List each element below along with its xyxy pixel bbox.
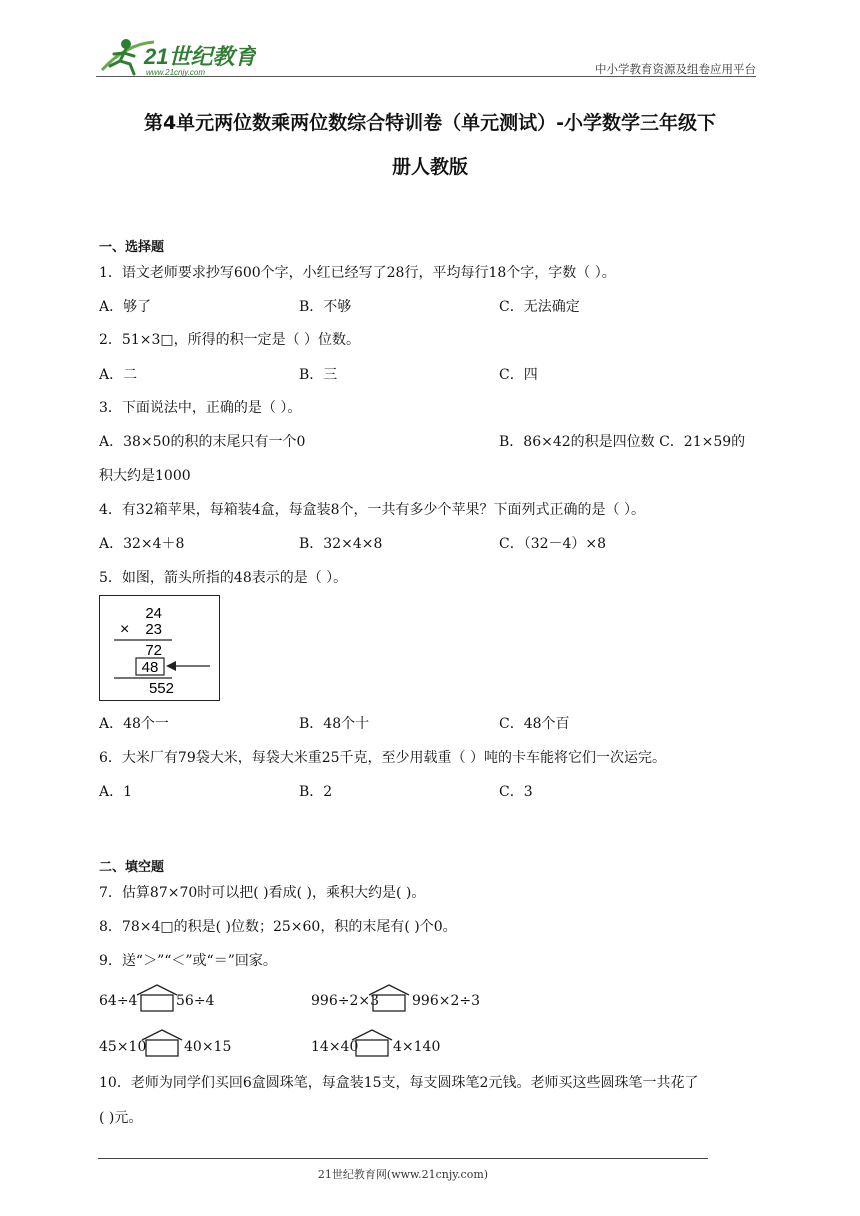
q6-option-c[interactable]: C．3 [499,784,533,800]
q9-row2-left-compare: 40×15 [184,1039,232,1055]
q9-row1-right-expr: 996÷2×3 [311,993,379,1009]
q4-option-c[interactable]: C．（32－4）×8 [499,536,607,552]
footer-divider [98,1158,708,1159]
q9-row2-right-expr: 14×40 [311,1039,359,1055]
q9-row1-left-expr: 64÷4 [99,993,138,1009]
multiplier: 23 [145,621,162,638]
page-title-line2: 册人教版 [391,156,468,178]
q1-option-b[interactable]: B．不够 [299,299,352,315]
q1-option-a[interactable]: A．够了 [99,299,152,315]
question-7-stem: 7．估算87×70时可以把( )看成( )，乘积大约是( )。 [99,885,426,901]
question-3-stem: 3．下面说法中，正确的是（ ）。 [99,400,302,416]
multiplicand: 24 [145,605,162,622]
question-4-stem: 4．有32箱苹果，每箱装4盒，每盒装8个，一共有多少个苹果？下面列式正确的是（ ）。 [99,502,645,518]
q5-option-b[interactable]: B．48个十 [299,716,370,732]
house-answer-icon[interactable] [367,983,411,1013]
question-6-stem: 6．大米厂有79袋大米，每袋大米重25千克，至少用载重（ ）吨的卡车能将它们一次运完。 [99,750,666,766]
section-heading-fill: 二、填空题 [99,860,165,875]
final-product: 552 [148,680,174,697]
q6-option-a[interactable]: A．1 [99,784,133,800]
house-answer-icon[interactable] [140,1028,184,1058]
question-1-stem: 1．语文老师要求抄写600个字，小红已经写了28行，平均每行18个字，字数（ ）。 [99,265,616,281]
logo-url: www.21cnjy.com [146,68,205,77]
logo-text: 21世纪教育 [144,44,256,69]
site-logo [96,34,256,82]
question-10-stem: 10．老师为同学们买回6盒圆珠笔，每盒装15支，每支圆珠笔2元钱。老师买这些圆珠笔一共花了 [99,1075,699,1091]
question-2-stem: 2．51×3□，所得的积一定是（ ）位数。 [99,332,361,348]
q2-option-a[interactable]: A．二 [99,367,138,383]
question-8-stem: 8．78×4□的积是( )位数；25×60，积的末尾有( )个0。 [99,919,457,935]
partial-product-1: 72 [145,642,162,659]
question-9-stem: 9．送“＞”“＜”或“＝”回家。 [99,953,277,969]
q3-option-a[interactable]: A．38×50的积的末尾只有一个0 [99,434,306,450]
platform-tagline: 中小学教育资源及组卷应用平台 [595,62,756,76]
q6-option-b[interactable]: B．2 [299,784,333,800]
q2-option-c[interactable]: C．四 [499,367,538,383]
q4-option-a[interactable]: A．32×4＋8 [99,536,185,552]
section-heading-choice: 一、选择题 [99,240,165,255]
q3-option-bc[interactable]: B．86×42的积是四位数 C．21×59的 [499,434,746,450]
q1-option-c[interactable]: C．无法确定 [499,299,580,315]
runner-logo-icon [96,34,256,78]
multiplication-figure [99,595,220,701]
q9-row2-right-compare: 4×140 [393,1039,441,1055]
question-5-stem: 5．如图，箭头所指的48表示的是（ ）。 [99,570,348,586]
q10-continued: ( )元。 [99,1110,143,1126]
q9-row1-left-compare: 56÷4 [176,993,215,1009]
q2-option-b[interactable]: B．三 [299,367,338,383]
footer-text[interactable]: 21世纪教育网(www.21cnjy.com) [317,1168,489,1181]
q3-option-c-continued: 积大约是1000 [99,468,191,484]
q5-option-a[interactable]: A．48个一 [99,716,169,732]
q4-option-b[interactable]: B．32×4×8 [299,536,383,552]
house-answer-icon[interactable] [135,983,179,1013]
q5-option-c[interactable]: C．48个百 [499,716,570,732]
page-title-line1: 第4单元两位数乘两位数综合特训卷（单元测试）-小学数学三年级下 [143,112,717,134]
times-sign: × [120,621,130,638]
partial-product-2: 48 [141,659,159,676]
q9-row2-left-expr: 45×10 [99,1039,147,1055]
header-divider [96,76,756,77]
house-answer-icon[interactable] [350,1028,394,1058]
q9-row1-right-compare: 996×2÷3 [412,993,480,1009]
